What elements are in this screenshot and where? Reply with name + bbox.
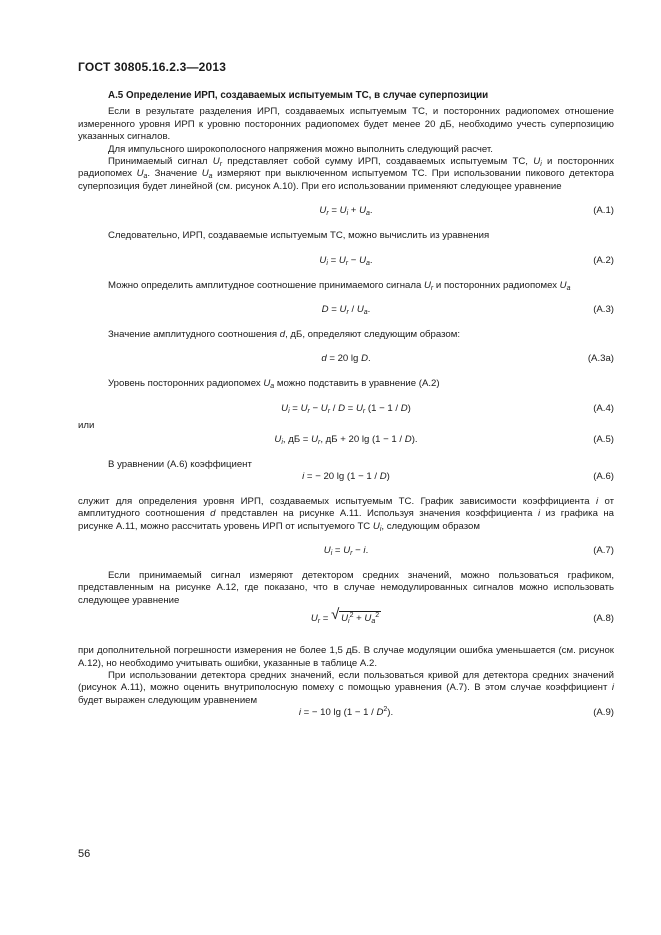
paragraph: Можно определить амплитудное соотношение принимаемого сигнала $U_r$ и посторонних радиопомех $U_a$ — [108, 279, 571, 292]
equation-a4: $U_i = U_r - U_r / D = U_r$ (1 − 1 / D) (А.4) — [281, 402, 614, 415]
equation-number: (А.8) — [593, 613, 614, 625]
equation-a1: $U_r = U_i + U_a$. (А.1) — [319, 205, 614, 218]
equation-number: (А.1) — [593, 205, 614, 217]
equation-a3a: d = 20 lg D. (А.3а) — [321, 353, 614, 365]
page-number: 56 — [78, 848, 91, 860]
equation-a5: $U_i$, дБ = $U_r$, дБ + 20 lg (1 − 1 / D). (А.5) — [274, 434, 614, 447]
paragraph: Принимаемый сигнал $U_r$ представляет собой сумму ИРП, создаваемых испытуемым ТС, $U_i$ и посторонних радиопомех $U_a$. Значение $U_a$ измеряют при выключенном испытуемом ТС. При использовании пикового детектора суперпозиция будет линейной (см. рисунок А.10). При его использовании применяют следующее уравнение — [78, 156, 614, 192]
equation-number: (А.3а) — [587, 353, 614, 365]
equation-number: (А.7) — [593, 544, 614, 556]
equation-a8: $U_r$ = √ $U_i^2 + U_a^2$ (А.8) — [310, 606, 614, 626]
document-id: ГОСТ 30805.16.2.3—2013 — [78, 60, 227, 74]
page-content — [78, 90, 614, 732]
paragraph: В уравнении (А.6) коэффициент — [108, 459, 252, 471]
equation-a3: $D = U_r / U_a$. (А.3) — [321, 304, 614, 317]
equation-number: (А.3) — [593, 304, 614, 316]
paragraph: при дополнительной погрешности измерения не более 1,5 дБ. В случае модуляции ошибка уменьшается (см. рисунок А.12), но необходимо учитывать ошибки, указанные в таблице А.2. — [78, 645, 614, 669]
equation-a7: $U_i = U_r - i$. (А.7) — [323, 544, 614, 557]
paragraph: служит для определения уровня ИРП, создаваемых испытуемым ТС. График зависимости коэффициента i от амплитудного соотношения d представлен на рисунке А.11. Используя значения коэффициента i из графика на рисунке А.11, можно рассчитать уровень ИРП от испытуемого ТС $U_i$, следующим образом — [78, 495, 614, 533]
paragraph: Значение амплитудного соотношения d, дБ, определяют следующим образом: — [108, 329, 460, 341]
paragraph: Следовательно, ИРП, создаваемые испытуемым ТС, можно вычислить из уравнения — [108, 230, 490, 242]
equation-a9: i = − 10 $\lg (1 - 1 / D^2)$. (А.9) — [298, 706, 614, 719]
equation-a2: $U_i = U_r - U_a$. (А.2) — [319, 254, 614, 267]
paragraph: Если принимаемый сигнал измеряют детектором средних значений, можно пользоваться графиком, представленным на рисунке А.12, где показано, что в случае немодулированных сигналов можно использовать следующее уравнение — [78, 569, 614, 606]
paragraph: Для импульсного широкополосного напряжения можно выполнить следующий расчет. — [108, 143, 493, 155]
paragraph: При использовании детектора средних значений, если пользоваться кривой для детектора средних значений (рисунок А.11), можно оценить внутриполосную помеху с помощью уравнения (А.7). В этом случае коэффициент i будет выражен следующим уравнением — [78, 669, 614, 706]
equation-a6: i = − 20 lg (1 − 1 / D) (А.6) — [302, 470, 614, 482]
paragraph: Уровень посторонних радиопомех $U_a$ можно подставить в уравнение (А.2) — [108, 378, 440, 391]
equation-number: (А.5) — [593, 434, 614, 446]
paragraph-or: или — [78, 419, 95, 431]
section-title: А.5 Определение ИРП, создаваемых испытуемым ТС, в случае суперпозиции — [108, 90, 489, 101]
equation-number: (А.2) — [593, 254, 614, 266]
equation-number: (А.9) — [593, 707, 614, 719]
paragraph: Если в результате разделения ИРП, создаваемых испытуемым ТС, и посторонних радиопомех отношение измеренного уровня ИРП к уровню посторонних радиопомех будет менее 20 дБ, необходимо учесть суперпозицию указанных сигналов. — [78, 106, 614, 143]
equation-number: (А.6) — [593, 470, 614, 482]
equation-number: (А.4) — [593, 402, 614, 414]
